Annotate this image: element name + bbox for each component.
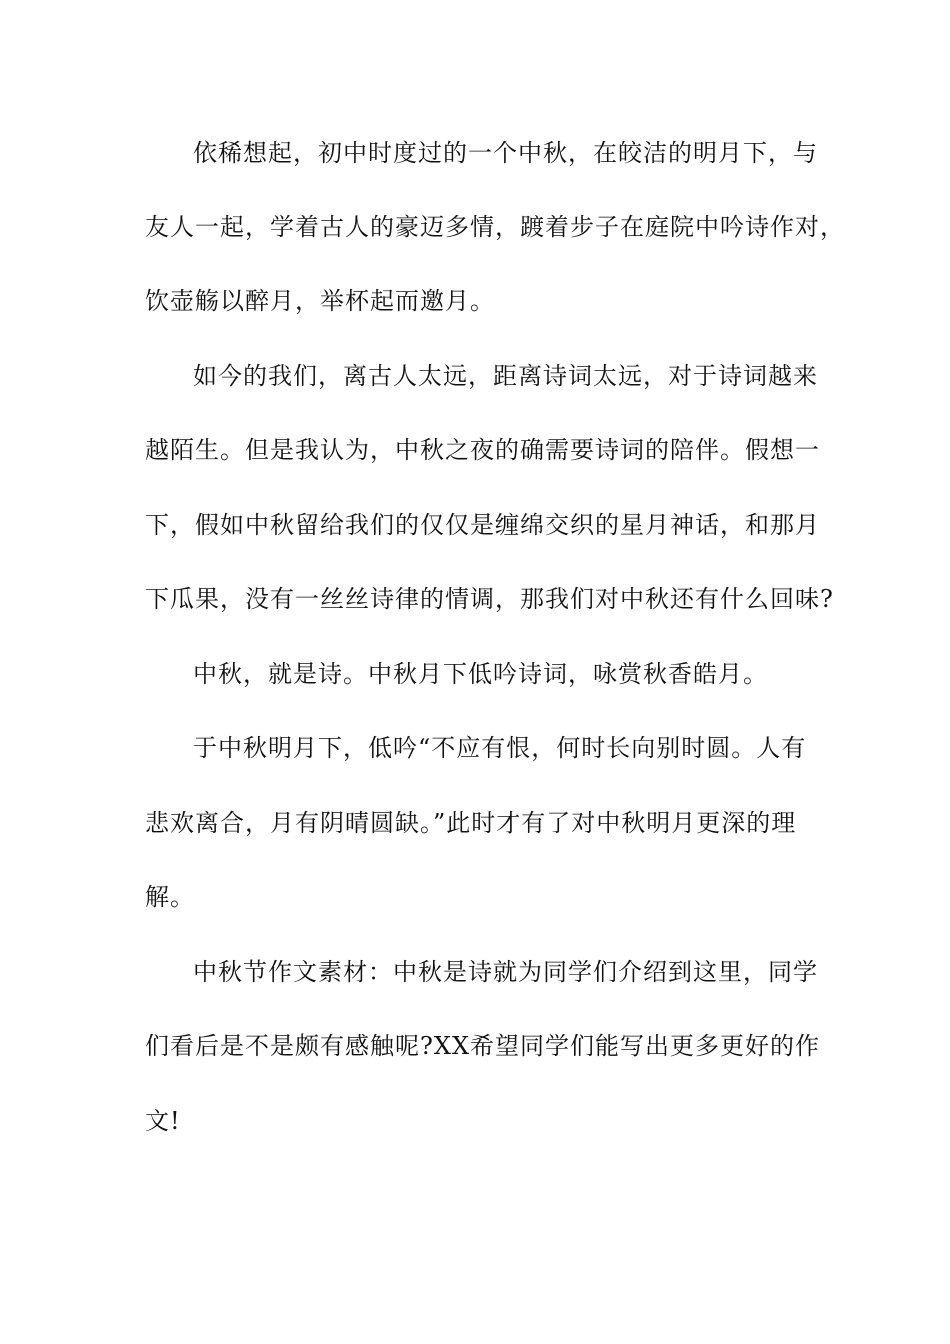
paragraph-line: 文! — [145, 1107, 181, 1135]
paragraph-line: 中秋节作文素材：中秋是诗就为同学们介绍到这里，同学 — [193, 958, 818, 986]
paragraph-line: 饮壶觞以醉月，举杯起而邀月。 — [145, 287, 495, 315]
paragraph-line: 下，假如中秋留给我们的仅仅是缠绵交织的星月神话，和那月 — [145, 511, 820, 539]
paragraph-line: 越陌生。但是我认为，中秋之夜的确需要诗词的陪伴。假想一 — [145, 436, 820, 464]
paragraph-line: 如今的我们，离古人太远，距离诗词太远，对于诗词越来 — [193, 362, 818, 390]
paragraph-line: 们看后是不是颇有感触呢?XX希望同学们能写出更多更好的作 — [145, 1032, 821, 1060]
paragraph-line: 中秋，就是诗。中秋月下低吟诗词，咏赏秋香皓月。 — [193, 660, 768, 688]
paragraph-line: 依稀想起，初中时度过的一个中秋，在皎洁的明月下，与 — [193, 139, 818, 167]
paragraph-line: 解。 — [145, 883, 195, 911]
paragraph-line: 下瓜果，没有一丝丝诗律的情调，那我们对中秋还有什么回味? — [145, 585, 834, 613]
paragraph-line: 于中秋明月下，低吟“不应有恨，何时长向别时圆。人有 — [193, 734, 807, 762]
paragraph-line: 悲欢离合，月有阴晴圆缺。”此时才有了对中秋明月更深的理 — [145, 809, 797, 837]
paragraph-line: 友人一起，学着古人的豪迈多情，踱着步子在庭院中吟诗作对， — [145, 213, 845, 241]
